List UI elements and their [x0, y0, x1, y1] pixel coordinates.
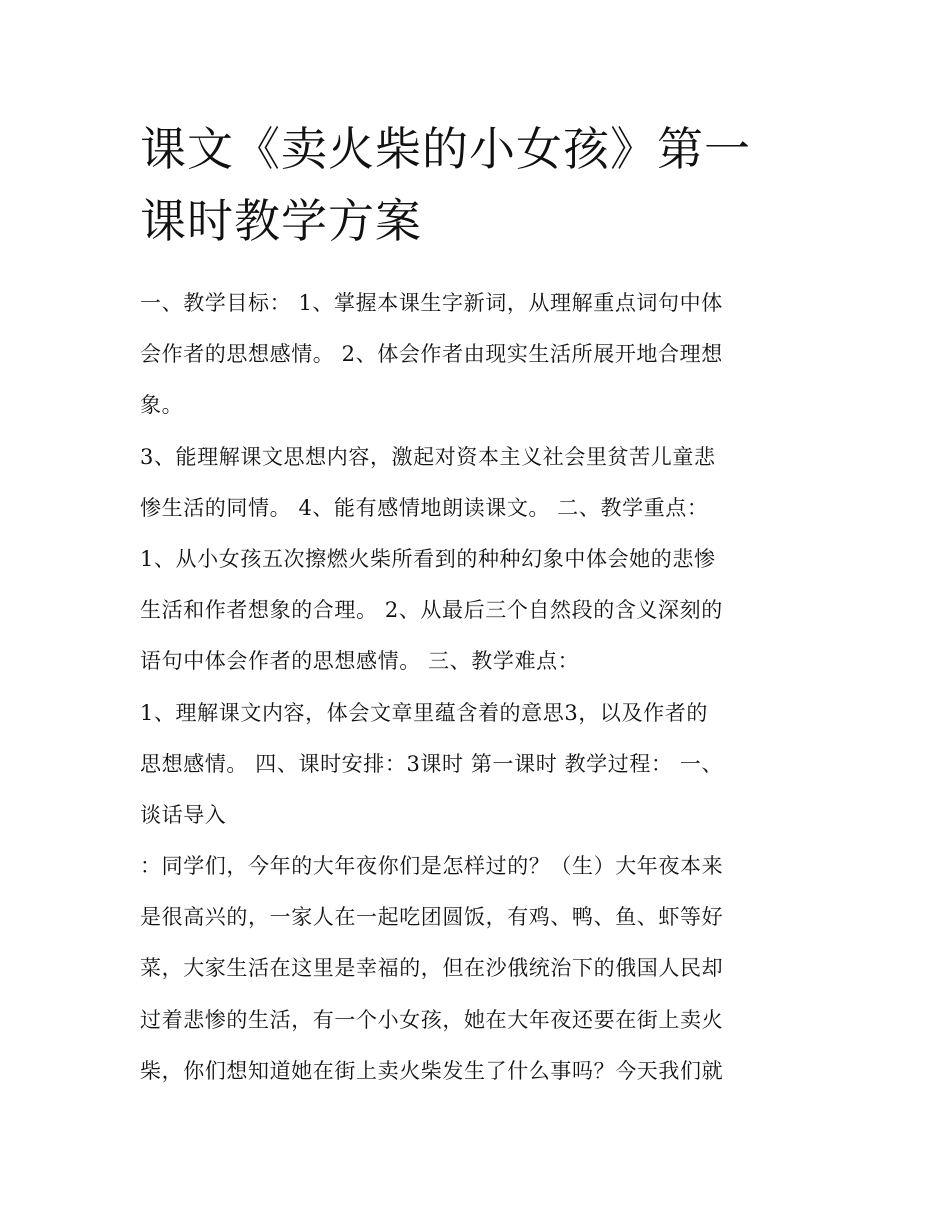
title-line: 课时教学方案 — [140, 194, 422, 248]
body-line: 谈话导入 — [140, 802, 227, 827]
body-line: 菜，大家生活在这里是幸福的，但在沙俄统治下的俄国人民却 — [140, 956, 724, 981]
body-line: 象。 — [140, 393, 184, 418]
body-line: 1、从小女孩五次擦燃火柴所看到的种种幻象中体会她的悲惨 — [140, 546, 716, 571]
document-body — [140, 278, 820, 1097]
title-line: 课文《卖火柴的小女孩》第一 — [140, 122, 751, 176]
body-line: 过着悲惨的生活，有一个小女孩，她在大年夜还要在街上卖火 — [140, 1007, 724, 1032]
body-line: 思想感情。 四、课时安排：3课时 第一课时 教学过程： 一、 — [140, 751, 724, 776]
body-line: 3、能理解课文思想内容，激起对资本主义社会里贫苦儿童悲 — [140, 444, 716, 469]
body-line: 是很高兴的，一家人在一起吃团圆饭，有鸡、鸭、鱼、虾等好 — [140, 905, 724, 930]
body-line: 生活和作者想象的合理。 2、从最后三个自然段的含义深刻的 — [140, 598, 723, 623]
body-line: ：同学们，今年的大年夜你们是怎样过的？（生）大年夜本来 — [140, 854, 724, 879]
body-line: 1、理解课文内容，体会文章里蕴含着的意思3，以及作者的 — [140, 700, 708, 725]
body-line: 惨生活的同情。 4、能有感情地朗读课文。 二、教学重点： — [140, 495, 709, 520]
document-title — [140, 113, 820, 257]
body-line: 语句中体会作者的思想感情。 三、教学难点： — [140, 649, 580, 674]
body-line: 一、教学目标： 1、掌握本课生字新词，从理解重点词句中体 — [140, 291, 723, 315]
body-line: 会作者的思想感情。 2、体会作者由现实生活所展开地合理想 — [140, 342, 723, 367]
body-line: 柴，你们想知道她在街上卖火柴发生了什么事吗？今天我们就 — [140, 1058, 724, 1083]
